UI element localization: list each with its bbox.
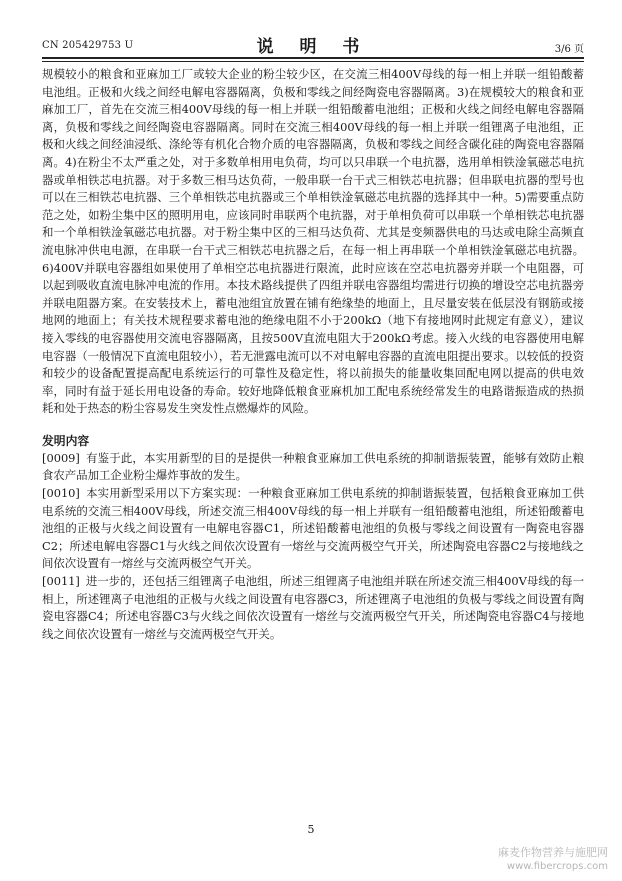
paragraph-text: 进一步的，还包括三组锂离子电池组，所述三组锂离子电池组并联在所述交流三相400V母线的每一相上，所述锂离子电池组的正极与火线之间设置有电容器C3，所述锂离子电池组的负极与零线之间设置有陶瓷电容器C4；所述电容器C3与火线之间依次设置有一熔丝与交流两极空气开关，所述陶瓷电容器C4与接地线之间依次设置有一熔丝与交流两极空气开关。 (42, 574, 584, 641)
paragraph-text: 有鉴于此，本实用新型的目的是提供一种粮食亚麻加工供电系统的抑制谐振装置，能够有效防止粮食农产品加工企业粉尘爆炸事故的发生。 (42, 450, 584, 483)
paragraph-number: [0011] (42, 574, 80, 589)
site-watermark (498, 846, 608, 873)
header-rule-thin (42, 61, 584, 62)
paragraph-0011 (42, 573, 584, 643)
page-header (42, 30, 584, 56)
watermark-site-name: 麻麦作物营养与施肥网 (498, 846, 608, 859)
continued-paragraph: 规模较小的粮食和亚麻加工厂或较大企业的粉尘较少区，在交流三相400V母线的每一相上并联一组铅酸蓄电池组。正极和火线之间经电解电容器隔离，负极和零线之间经陶瓷电容器隔离。3)在规模较大的粮食和亚麻加工厂，首先在交流三相400V母线的每一相上并联一组铅酸蓄电池组；正极和火线之间经电解电容器隔离，负极和零线之间经陶瓷电容器隔离。同时在交流三相400V母线的每一相上并联一组锂离子电池组，正极和火线之间经油浸纸、涤纶等有机化合物介质的电容器隔离，负极和零线之间经含碳化硅的陶瓷电容器隔离。4)在粉尘不太严重之处，对于多数单相用电负荷，均可以只串联一个电抗器，选用单相铁淦氧磁芯电抗器或单相铁芯电抗器。对于多数三相马达负荷，一般串联一台干式三相铁芯电抗器；但串联电抗器的型号也可以在三相铁芯电抗器、三个单相铁芯电抗器或三个单相铁淦氧磁芯电抗器的选择其中一种。5)需要重点防范之处，如粉尘集中区的照明用电，应该同时串联两个电抗器，对于单相负荷可以串联一个单相铁芯电抗器和一个单相铁淦氧磁芯电抗器。对于粉尘集中区的三相马达负荷、尤其是变频器供电的马达或电除尘高频直流电脉冲供电电源，在串联一台干式三相铁芯电抗器之后，在每一相上再串联一个单相铁淦氧磁芯电抗器。6)400V并联电容器组如果使用了单相空芯电抗器进行限流，此时应该在空芯电抗器旁并联一个电阻器，可以起到吸收直流电脉冲电流的作用。本技术路线提供了四组并联电容器组均需进行切换的增设空芯电抗器旁并联电阻器方案。在安装技术上，蓄电池组宜放置在铺有绝缘垫的地面上，且尽量安装在低层没有钢筋或接地网的地面上；有关技术规程要求蓄电池的绝缘电阻不小于200kΩ（地下有接地网时此规定有意义），建议接入零线的电容器使用交流电容器隔离，且按500V直流电阻大于200kΩ考虑。接入火线的电容器使用电解电容器（一般情况下直流电阻较小），若无泄露电流可以不对电解电容器的直流电阻提出要求。以较低的投资和较少的设备配置提高配电系统运行的可靠性及稳定性，将以前损失的能量收集回配电网以提高的供电效率，同时有益于延长用电设备的寿命。较好地降低粮食亚麻机加工配电系统经常发生的电路谐振造成的热损耗和处于热态的粉尘容易发生突发性点燃爆炸的风险。 (42, 67, 584, 416)
publication-number: CN 205429753 U (42, 40, 134, 51)
watermark-url: www.fibercrops.com (506, 861, 608, 872)
paragraph-number: [0010] (42, 486, 80, 501)
page-number: 5 (307, 823, 315, 836)
paragraph-0009 (42, 450, 584, 485)
body-content (42, 66, 584, 643)
page-indicator: 3/6 页 (554, 44, 584, 55)
paragraph-number: [0009] (42, 450, 80, 465)
document-title: 说 明 书 (256, 37, 370, 57)
paragraph-text: 本实用新型采用以下方案实现：一种粮食亚麻加工供电系统的抑制谐振装置，包括粮食亚麻加工供电系统的交流三相400V母线，所述交流三相400V母线的每一相上并联有一组铅酸蓄电池组，所述铅酸蓄电池组的正极与火线之间设置有一电解电容器C1，所述铅酸蓄电池组的负极与零线之间设置有一陶瓷电容器C2；所述电解电容器C1与火线之间依次设置有一熔丝与交流两极空气开关，所述陶瓷电容器C2与接地线之间依次设置有一熔丝与交流两极空气开关。 (42, 486, 584, 571)
section-heading: 发明内容 (42, 433, 90, 448)
header-rule-thick (42, 57, 584, 59)
paragraph-0010 (42, 485, 584, 573)
